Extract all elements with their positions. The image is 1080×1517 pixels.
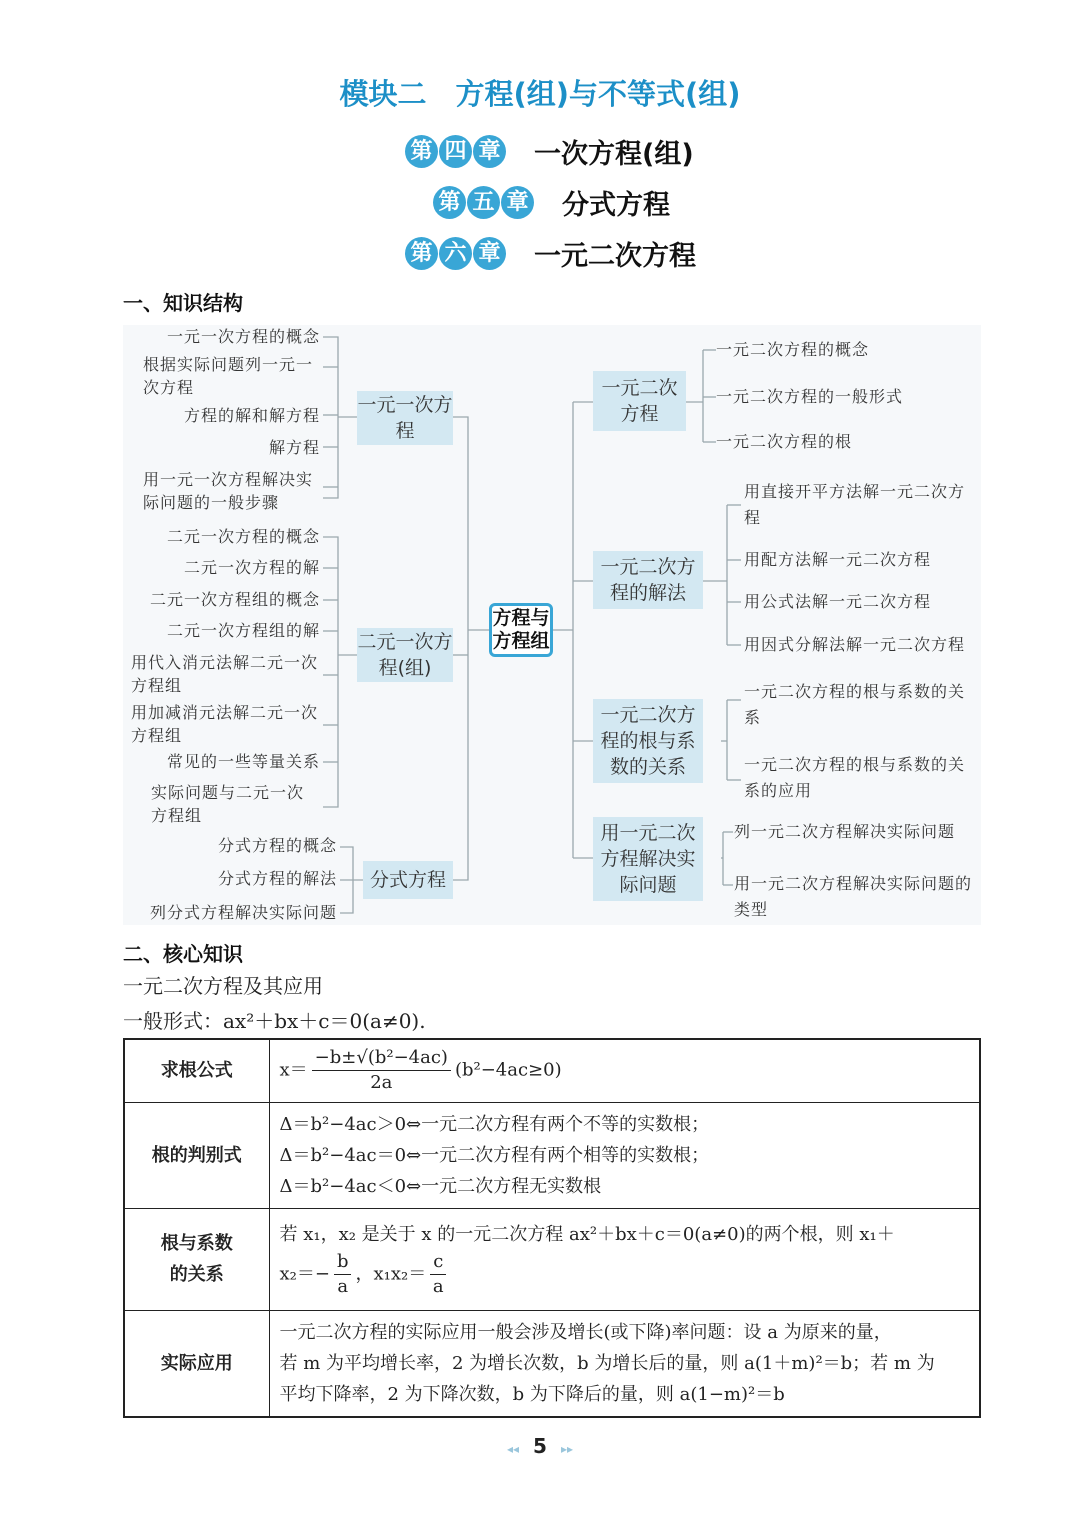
table-row (124, 1310, 980, 1417)
page-number: ◂◂ 5 ▸▸ (506, 1434, 573, 1458)
chapter-4 (405, 133, 694, 169)
core-table (123, 1038, 981, 1418)
l2-item: 实际问题与二元一次方程组 (151, 783, 305, 825)
row-head: 求根公式 (124, 1039, 269, 1102)
r2-item: 用因式分解法解一元二次方程 (744, 635, 966, 654)
r4-item: 列一元二次方程解决实际问题 (734, 822, 956, 841)
row-content: 一元二次方程的实际应用一般会涉及增长(或下降)率问题：设 a 为原来的量， 若 m 为平均增长率，2 为增长次数，b 为增长后的量，则 a(1＋m)²＝b；若 m 为 平均下降率，2 为下降次数，b 为下降后的量，则 a(1−m)²＝b (269, 1310, 980, 1417)
chapter-title: 一次方程(组) (534, 138, 694, 170)
r2-item: 用配方法解一元二次方程 (744, 550, 932, 569)
l1-item: 解方程 (268, 438, 320, 457)
general-form: 一般形式：ax²＋bx＋c＝0(a≠0). (123, 1009, 426, 1033)
l2-item: 二元一次方程的解 (183, 558, 320, 577)
root-node: 方程与方程组 (489, 603, 553, 657)
r4-item: 用一元二次方程解决实际问题的类型 (734, 874, 973, 919)
l1-item: 一元一次方程的概念 (166, 327, 320, 346)
box-r1: 一元二次方程 (593, 371, 686, 431)
chapter-title: 一元二次方程 (534, 240, 696, 272)
section-core-knowledge: 二、核心知识 (123, 942, 243, 966)
row-content: x＝ $\frac{\text{−b±√(b²−4ac)}}{2a}$ (b²−4ac≥0) (269, 1039, 980, 1102)
section-knowledge-structure: 一、知识结构 (123, 291, 243, 315)
table-row (124, 1039, 980, 1102)
l1-item: 根据实际问题列一元一次方程 (143, 355, 314, 397)
chapter-badge: 第 五 章 (433, 186, 534, 219)
box-r4: 用一元二次方程解决实际问题 (593, 817, 703, 901)
r2-item: 用直接开平方法解一元二次方程 (744, 482, 966, 527)
table-row (124, 1208, 980, 1310)
box-r3: 一元二次方程的根与系数的关系 (593, 699, 703, 783)
chapter-6 (405, 235, 696, 271)
chapter-5 (433, 184, 670, 220)
box-l3: 分式方程 (363, 861, 453, 899)
box-l1: 一元一次方程 (357, 391, 453, 445)
table-row (124, 1102, 980, 1208)
l3-item: 分式方程的解法 (217, 869, 337, 888)
module-title: 模块二 方程(组)与不等式(组) (339, 77, 741, 111)
l1-item: 用一元一次方程解决实际问题的一般步骤 (143, 470, 314, 512)
box-l2: 二元一次方程(组) (357, 628, 453, 682)
l2-item: 用加减消元法解二元一次方程组 (131, 703, 319, 745)
row-content: Δ＝b²−4ac＞0⇔一元二次方程有两个不等的实数根； Δ＝b²−4ac＝0⇔一元二次方程有两个相等的实数根； Δ＝b²−4ac＜0⇔一元二次方程无实数根 (269, 1102, 980, 1208)
box-r2: 一元二次方程的解法 (593, 551, 703, 609)
core-title: 一元二次方程及其应用 (123, 974, 323, 998)
chapter-badge: 第 六 章 (405, 237, 506, 270)
row-head: 实际应用 (124, 1310, 269, 1417)
r1-item: 一元二次方程的一般形式 (716, 387, 904, 406)
row-content: 若 x₁，x₂ 是关于 x 的一元二次方程 ax²＋bx＋c＝0(a≠0)的两个根，则 x₁＋ x₂＝− $\frac{b}{a}$ ，x₁x₂＝ $\frac{c}{a}$ (269, 1208, 980, 1310)
row-head: 根的判别式 (124, 1102, 269, 1208)
l1-item: 方程的解和解方程 (183, 406, 320, 425)
r1-item: 一元二次方程的概念 (716, 340, 870, 359)
r3-item: 一元二次方程的根与系数的关系的应用 (744, 755, 966, 800)
next-arrow-icon: ▸▸ (560, 1442, 573, 1456)
chapter-badge: 第 四 章 (405, 135, 506, 168)
l2-item: 常见的一些等量关系 (166, 752, 320, 771)
prev-arrow-icon: ◂◂ (506, 1442, 520, 1456)
r2-item: 用公式法解一元二次方程 (744, 592, 932, 611)
l2-item: 二元一次方程的概念 (166, 527, 320, 546)
r3-item: 一元二次方程的根与系数的关系 (744, 682, 966, 727)
l3-item: 列分式方程解决实际问题 (149, 903, 337, 922)
r1-item: 一元二次方程的根 (716, 432, 853, 451)
l2-item: 用代入消元法解二元一次方程组 (131, 653, 319, 695)
chapter-title: 分式方程 (562, 189, 670, 221)
l2-item: 二元一次方程组的解 (166, 621, 320, 640)
l3-item: 分式方程的概念 (217, 836, 337, 855)
l2-item: 二元一次方程组的概念 (149, 590, 320, 609)
mind-map (123, 325, 981, 925)
row-head: 根与系数的关系 (124, 1208, 269, 1310)
